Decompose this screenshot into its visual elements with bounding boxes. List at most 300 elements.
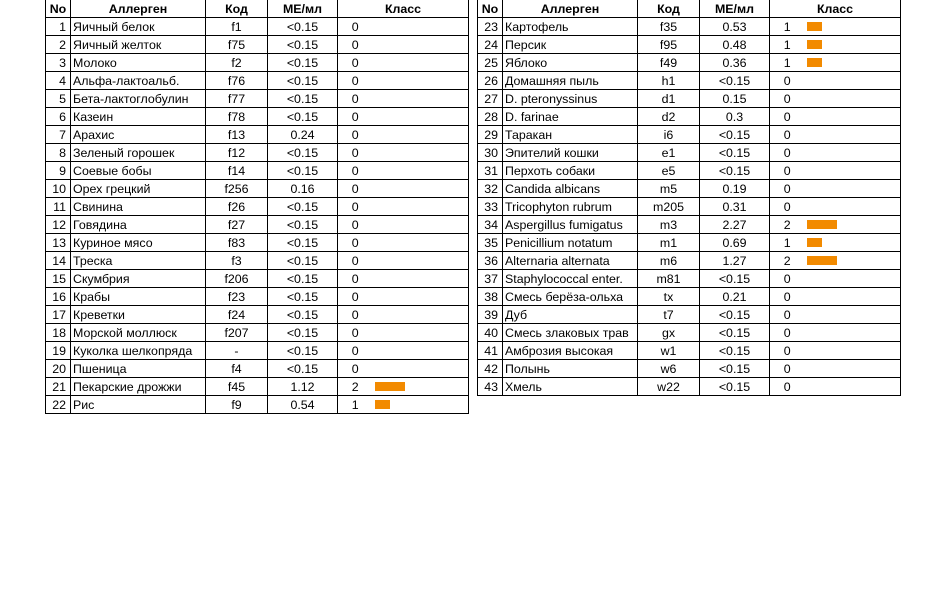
class-value: 0 [338, 342, 373, 360]
header-value: МЕ/мл [268, 0, 338, 18]
allergen-name: Таракан [503, 126, 638, 144]
allergen-name: Треска [71, 252, 206, 270]
row-number: 2 [46, 36, 71, 54]
allergen-name: Персик [503, 36, 638, 54]
table-row [478, 270, 901, 288]
allergen-value: 0.16 [268, 180, 338, 198]
allergen-code: f75 [206, 36, 268, 54]
allergen-name: D. farinae [503, 108, 638, 126]
allergen-value: <0.15 [700, 378, 770, 396]
row-number: 38 [478, 288, 503, 306]
allergen-value: 0.48 [700, 36, 770, 54]
class-bar-cell [805, 216, 901, 234]
class-bar-cell [373, 126, 469, 144]
allergen-value: 0.24 [268, 126, 338, 144]
row-number: 37 [478, 270, 503, 288]
allergen-value: <0.15 [268, 288, 338, 306]
row-number: 8 [46, 144, 71, 162]
allergen-name: Свинина [71, 198, 206, 216]
allergen-code: f1 [206, 18, 268, 36]
table-row [478, 180, 901, 198]
allergen-code: w22 [638, 378, 700, 396]
allergen-code: m5 [638, 180, 700, 198]
table-row [478, 108, 901, 126]
allergen-value: <0.15 [268, 252, 338, 270]
allergen-code: f26 [206, 198, 268, 216]
class-value: 0 [770, 288, 805, 306]
allergen-code: f83 [206, 234, 268, 252]
allergen-value: <0.15 [268, 162, 338, 180]
allergen-name: D. pteronyssinus [503, 90, 638, 108]
class-bar-cell [373, 198, 469, 216]
class-value: 0 [338, 54, 373, 72]
class-bar [807, 22, 822, 31]
allergen-table-left [45, 0, 469, 414]
header-class: Класс [338, 0, 469, 18]
row-number: 43 [478, 378, 503, 396]
allergen-code: f24 [206, 306, 268, 324]
class-bar-cell [805, 342, 901, 360]
allergen-value: <0.15 [268, 216, 338, 234]
allergen-code: e5 [638, 162, 700, 180]
allergen-code: f76 [206, 72, 268, 90]
allergen-code: f95 [638, 36, 700, 54]
class-value: 0 [338, 180, 373, 198]
table-row [46, 90, 469, 108]
header-class: Класс [770, 0, 901, 18]
allergen-value: <0.15 [268, 360, 338, 378]
allergen-name: Смесь злаковых трав [503, 324, 638, 342]
allergen-value: <0.15 [268, 54, 338, 72]
table-row [46, 198, 469, 216]
class-bar-cell [805, 180, 901, 198]
class-bar [375, 382, 405, 391]
class-value: 2 [770, 252, 805, 270]
allergen-code: f14 [206, 162, 268, 180]
class-bar [807, 58, 822, 67]
class-value: 0 [338, 18, 373, 36]
table-row [46, 216, 469, 234]
allergen-code: m3 [638, 216, 700, 234]
allergen-value: 0.31 [700, 198, 770, 216]
class-bar-cell [373, 396, 469, 414]
class-value: 1 [770, 18, 805, 36]
row-number: 24 [478, 36, 503, 54]
class-bar [807, 238, 822, 247]
row-number: 12 [46, 216, 71, 234]
allergen-name: Alternaria alternata [503, 252, 638, 270]
class-bar-cell [373, 72, 469, 90]
row-number: 30 [478, 144, 503, 162]
allergen-code: f27 [206, 216, 268, 234]
row-number: 16 [46, 288, 71, 306]
allergen-code: f256 [206, 180, 268, 198]
table-row [46, 378, 469, 396]
class-bar-cell [805, 252, 901, 270]
allergen-name: Домашняя пыль [503, 72, 638, 90]
allergen-value: 0.21 [700, 288, 770, 306]
table-row [46, 36, 469, 54]
class-bar-cell [373, 90, 469, 108]
row-number: 23 [478, 18, 503, 36]
allergen-code: f78 [206, 108, 268, 126]
table-row [46, 144, 469, 162]
table-header-row [46, 0, 469, 18]
allergen-code: m205 [638, 198, 700, 216]
class-bar-cell [805, 126, 901, 144]
class-bar-cell [805, 18, 901, 36]
class-value: 0 [770, 90, 805, 108]
class-bar-cell [805, 198, 901, 216]
table-row [46, 342, 469, 360]
class-value: 0 [338, 126, 373, 144]
allergen-code: d2 [638, 108, 700, 126]
table-row [478, 342, 901, 360]
table-body-left [46, 18, 469, 414]
class-value: 0 [770, 378, 805, 396]
allergen-value: 0.36 [700, 54, 770, 72]
allergen-code: w6 [638, 360, 700, 378]
table-row [478, 252, 901, 270]
header-no: No [478, 0, 503, 18]
allergen-code: t7 [638, 306, 700, 324]
table-row [478, 216, 901, 234]
allergen-name: Картофель [503, 18, 638, 36]
class-bar-cell [805, 306, 901, 324]
allergen-name: Молоко [71, 54, 206, 72]
row-number: 25 [478, 54, 503, 72]
class-bar [807, 40, 822, 49]
allergen-name: Соевые бобы [71, 162, 206, 180]
table-row [46, 288, 469, 306]
row-number: 14 [46, 252, 71, 270]
class-bar [807, 256, 837, 265]
row-number: 36 [478, 252, 503, 270]
allergen-value: <0.15 [700, 270, 770, 288]
allergen-code: f207 [206, 324, 268, 342]
allergen-value: <0.15 [700, 324, 770, 342]
class-bar-cell [373, 144, 469, 162]
allergen-code: f23 [206, 288, 268, 306]
class-bar-cell [373, 378, 469, 396]
allergen-value: <0.15 [268, 198, 338, 216]
class-bar-cell [373, 234, 469, 252]
row-number: 20 [46, 360, 71, 378]
allergen-name: Пекарские дрожжи [71, 378, 206, 396]
class-bar-cell [373, 288, 469, 306]
table-row [478, 234, 901, 252]
table-row [46, 180, 469, 198]
allergen-name: Орех грецкий [71, 180, 206, 198]
class-value: 1 [770, 36, 805, 54]
class-value: 0 [338, 324, 373, 342]
table-row [46, 252, 469, 270]
allergen-value: <0.15 [268, 306, 338, 324]
allergen-code: f13 [206, 126, 268, 144]
class-bar-cell [373, 342, 469, 360]
allergen-value: <0.15 [700, 144, 770, 162]
allergen-code: f12 [206, 144, 268, 162]
allergen-value: 0.15 [700, 90, 770, 108]
allergen-value: 1.12 [268, 378, 338, 396]
row-number: 5 [46, 90, 71, 108]
class-bar-cell [373, 180, 469, 198]
row-number: 19 [46, 342, 71, 360]
allergen-code: f2 [206, 54, 268, 72]
allergen-value: <0.15 [268, 90, 338, 108]
table-header-row [478, 0, 901, 18]
allergen-code: f45 [206, 378, 268, 396]
table-row [478, 72, 901, 90]
allergen-name: Яичный белок [71, 18, 206, 36]
class-bar-cell [373, 360, 469, 378]
table-row [478, 18, 901, 36]
allergen-value: <0.15 [268, 270, 338, 288]
allergen-value: <0.15 [268, 108, 338, 126]
allergen-value: <0.15 [700, 162, 770, 180]
class-bar-cell [373, 108, 469, 126]
table-row [478, 54, 901, 72]
allergen-code: f9 [206, 396, 268, 414]
allergen-value: 0.19 [700, 180, 770, 198]
class-bar-cell [373, 306, 469, 324]
row-number: 33 [478, 198, 503, 216]
class-value: 1 [770, 234, 805, 252]
table-row [46, 126, 469, 144]
row-number: 17 [46, 306, 71, 324]
header-value: МЕ/мл [700, 0, 770, 18]
allergen-value: 0.3 [700, 108, 770, 126]
class-value: 0 [770, 198, 805, 216]
class-bar-cell [805, 288, 901, 306]
class-bar-cell [373, 18, 469, 36]
class-bar-cell [805, 108, 901, 126]
class-value: 0 [338, 108, 373, 126]
table-row [478, 378, 901, 396]
table-row [478, 324, 901, 342]
allergen-value: 2.27 [700, 216, 770, 234]
allergen-name: Пшеница [71, 360, 206, 378]
table-row [478, 360, 901, 378]
allergen-name: Перхоть собаки [503, 162, 638, 180]
allergen-value: <0.15 [700, 342, 770, 360]
class-value: 0 [338, 90, 373, 108]
allergen-value: <0.15 [268, 144, 338, 162]
allergen-value: <0.15 [268, 324, 338, 342]
allergen-value: <0.15 [700, 306, 770, 324]
row-number: 40 [478, 324, 503, 342]
row-number: 42 [478, 360, 503, 378]
allergen-code: f3 [206, 252, 268, 270]
row-number: 18 [46, 324, 71, 342]
row-number: 11 [46, 198, 71, 216]
row-number: 39 [478, 306, 503, 324]
allergen-value: <0.15 [700, 360, 770, 378]
table-row [46, 54, 469, 72]
allergen-code: m6 [638, 252, 700, 270]
allergen-code: w1 [638, 342, 700, 360]
class-value: 0 [770, 360, 805, 378]
allergen-value: <0.15 [268, 342, 338, 360]
allergen-code: f206 [206, 270, 268, 288]
row-number: 35 [478, 234, 503, 252]
row-number: 21 [46, 378, 71, 396]
table-row [478, 306, 901, 324]
allergen-code: d1 [638, 90, 700, 108]
allergen-name: Креветки [71, 306, 206, 324]
row-number: 32 [478, 180, 503, 198]
class-value: 0 [338, 270, 373, 288]
header-no: No [46, 0, 71, 18]
allergen-code: m81 [638, 270, 700, 288]
allergen-value: <0.15 [268, 18, 338, 36]
allergen-name: Полынь [503, 360, 638, 378]
allergen-name: Aspergillus fumigatus [503, 216, 638, 234]
row-number: 10 [46, 180, 71, 198]
allergen-code: e1 [638, 144, 700, 162]
class-bar-cell [373, 324, 469, 342]
allergen-name: Tricophyton rubrum [503, 198, 638, 216]
class-value: 0 [338, 144, 373, 162]
allergen-table-right [477, 0, 901, 396]
class-value: 0 [338, 234, 373, 252]
class-value: 0 [338, 72, 373, 90]
allergen-name: Скумбрия [71, 270, 206, 288]
allergen-code: f77 [206, 90, 268, 108]
class-value: 0 [770, 72, 805, 90]
table-row [46, 108, 469, 126]
header-allergen: Аллерген [503, 0, 638, 18]
class-bar-cell [805, 90, 901, 108]
table-row [46, 162, 469, 180]
allergen-value: <0.15 [700, 72, 770, 90]
allergen-value: 0.54 [268, 396, 338, 414]
class-value: 0 [770, 324, 805, 342]
allergen-value: 0.53 [700, 18, 770, 36]
row-number: 34 [478, 216, 503, 234]
row-number: 22 [46, 396, 71, 414]
class-bar-cell [805, 54, 901, 72]
allergen-code: f4 [206, 360, 268, 378]
row-number: 4 [46, 72, 71, 90]
allergen-value: <0.15 [268, 36, 338, 54]
allergen-name: Амброзия высокая [503, 342, 638, 360]
class-bar-cell [805, 144, 901, 162]
allergen-name: Рис [71, 396, 206, 414]
table-row [478, 162, 901, 180]
table-row [46, 72, 469, 90]
allergen-name: Куриное мясо [71, 234, 206, 252]
class-value: 0 [338, 36, 373, 54]
allergen-value: <0.15 [268, 72, 338, 90]
class-value: 0 [770, 126, 805, 144]
allergen-value: 0.69 [700, 234, 770, 252]
class-value: 0 [770, 108, 805, 126]
class-value: 0 [338, 162, 373, 180]
class-value: 0 [338, 252, 373, 270]
allergen-code: h1 [638, 72, 700, 90]
row-number: 1 [46, 18, 71, 36]
row-number: 7 [46, 126, 71, 144]
table-row [478, 36, 901, 54]
table-row [46, 270, 469, 288]
row-number: 28 [478, 108, 503, 126]
allergen-name: Зеленый горошек [71, 144, 206, 162]
class-value: 0 [770, 342, 805, 360]
allergen-name: Хмель [503, 378, 638, 396]
class-value: 2 [338, 378, 373, 396]
class-value: 0 [770, 180, 805, 198]
table-row [46, 360, 469, 378]
allergen-value: <0.15 [700, 126, 770, 144]
table-row [46, 18, 469, 36]
row-number: 31 [478, 162, 503, 180]
table-row [478, 126, 901, 144]
class-value: 2 [770, 216, 805, 234]
table-row [478, 198, 901, 216]
allergen-name: Яблоко [503, 54, 638, 72]
allergen-name: Куколка шелкопряда [71, 342, 206, 360]
row-number: 6 [46, 108, 71, 126]
table-row [478, 288, 901, 306]
allergen-name: Говядина [71, 216, 206, 234]
row-number: 41 [478, 342, 503, 360]
allergen-code: gx [638, 324, 700, 342]
table-row [478, 144, 901, 162]
allergen-name: Candida albicans [503, 180, 638, 198]
allergen-name: Арахис [71, 126, 206, 144]
table-row [46, 396, 469, 414]
table-row [46, 234, 469, 252]
allergen-code: f35 [638, 18, 700, 36]
allergen-code: - [206, 342, 268, 360]
header-code: Код [206, 0, 268, 18]
class-bar-cell [805, 270, 901, 288]
class-value: 0 [338, 360, 373, 378]
allergen-value: <0.15 [268, 234, 338, 252]
allergen-name: Staphylococcal enter. [503, 270, 638, 288]
class-bar-cell [805, 324, 901, 342]
table-row [46, 306, 469, 324]
class-bar-cell [805, 378, 901, 396]
class-value: 0 [770, 162, 805, 180]
class-bar-cell [373, 252, 469, 270]
table-row [478, 90, 901, 108]
class-bar-cell [373, 216, 469, 234]
class-value: 1 [338, 396, 373, 414]
allergen-name: Яичный желток [71, 36, 206, 54]
allergen-name: Крабы [71, 288, 206, 306]
row-number: 26 [478, 72, 503, 90]
class-bar-cell [805, 234, 901, 252]
allergen-name: Казеин [71, 108, 206, 126]
table-row [46, 324, 469, 342]
row-number: 27 [478, 90, 503, 108]
class-bar-cell [373, 36, 469, 54]
header-code: Код [638, 0, 700, 18]
allergen-name: Морской моллюск [71, 324, 206, 342]
class-value: 0 [338, 198, 373, 216]
row-number: 3 [46, 54, 71, 72]
allergen-name: Penicillium notatum [503, 234, 638, 252]
allergen-value: 1.27 [700, 252, 770, 270]
class-value: 0 [338, 216, 373, 234]
class-value: 1 [770, 54, 805, 72]
class-value: 0 [338, 306, 373, 324]
allergen-name: Бета-лактоглобулин [71, 90, 206, 108]
class-bar-cell [805, 162, 901, 180]
class-value: 0 [770, 306, 805, 324]
